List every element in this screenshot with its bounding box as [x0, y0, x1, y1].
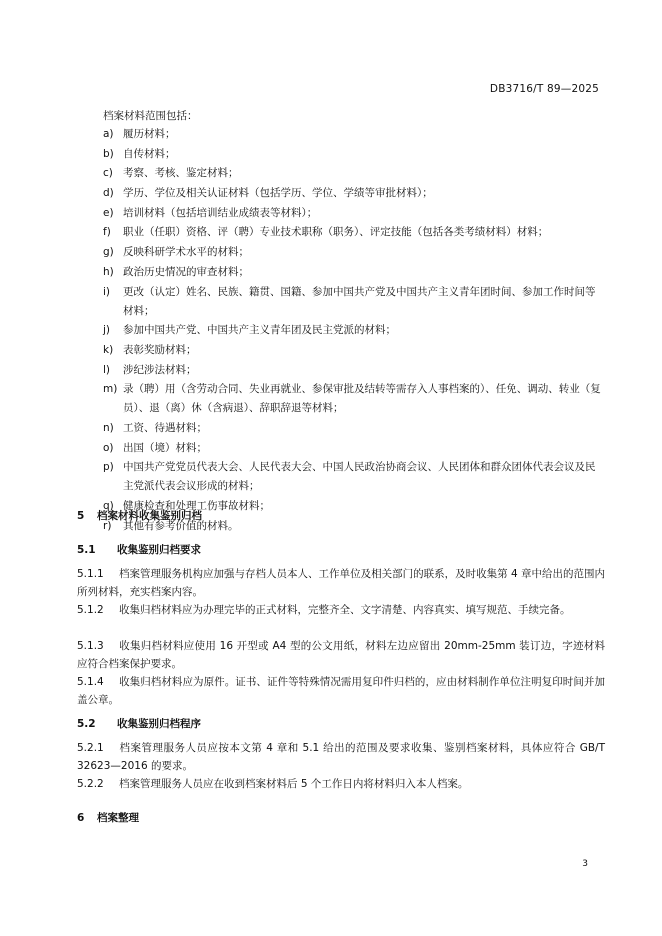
clause-number: 5.1.4 [77, 676, 104, 688]
section-5-heading [77, 508, 202, 523]
list-item-text: 学历、学位及相关认证材料（包括学历、学位、学绩等审批材料）； [123, 187, 433, 200]
list-item [83, 223, 603, 242]
subsection-number: 5.2 [77, 718, 96, 730]
subsection-5-1-heading [77, 542, 201, 557]
document-code: DB3716/T 89—2025 [489, 83, 599, 95]
list-item-marker: l) [103, 363, 111, 376]
clause-5-2-1 [77, 739, 605, 775]
list-item-text: 涉纪涉法材料； [123, 363, 197, 376]
subsection-5-2-heading [77, 716, 201, 731]
list-item-text: 其他有参考价值的材料。 [123, 519, 239, 532]
clause-5-1-2 [77, 601, 605, 619]
list-item [83, 145, 603, 164]
clause-text: 收集归档材料应使用 16 开型或 A4 型的公文用纸，材料左边应留出 20mm-25mm 装订边，字迹材料应符合档案保护要求。 [77, 640, 605, 670]
clause-text: 收集归档材料应为原件。证书、证件等特殊情况需用复印件归档的，应由材料制作单位注明复印时间并加盖公章。 [77, 676, 605, 706]
list-item-text: 考察、考核、鉴定材料； [123, 167, 239, 180]
clause-5-1-1 [77, 565, 605, 601]
list-item [83, 439, 603, 458]
section-number: 6 [77, 812, 85, 824]
clause-5-1-4 [77, 673, 605, 709]
list-item-marker: g) [103, 246, 114, 259]
list-item-text: 履历材料； [123, 128, 176, 140]
clause-number: 5.1.1 [77, 568, 104, 580]
subsection-title: 收集鉴别归档要求 [117, 544, 201, 556]
section-title: 档案整理 [97, 812, 139, 824]
list-item-marker: r) [103, 519, 112, 532]
list-item-marker: a) [103, 128, 114, 140]
list-item-marker: k) [103, 343, 114, 356]
clause-text: 档案管理服务人员应在收到档案材料后 5 个工作日内将材料归入本人档案。 [119, 778, 469, 790]
list-item-marker: m) [103, 383, 118, 396]
clause-number: 5.1.2 [77, 604, 104, 616]
list-item [83, 283, 603, 321]
list-item [83, 419, 603, 438]
list-item-text: 工资、待遇材料； [123, 421, 207, 434]
subsection-number: 5.1 [77, 544, 96, 556]
list-item-marker: b) [103, 147, 114, 160]
list-item [83, 125, 603, 144]
list-item-marker: j) [103, 324, 111, 337]
list-item [83, 243, 603, 262]
list-item-text: 更改（认定）姓名、民族、籍贯、国籍、参加中国共产党及中国共产主义青年团时间、参加工作时间等材料； [123, 285, 596, 317]
clause-text: 档案管理服务机构应加强与存档人员本人、工作单位及相关部门的联系，及时收集第 4 章中给出的范围内所列材料，充实档案内容。 [77, 568, 605, 598]
list-item-text: 职业（任职）资格、评（聘）专业技术职称（职务）、评定技能（包括各类考绩材料）材料； [123, 226, 549, 239]
clause-number: 5.2.1 [77, 742, 104, 754]
list-item [83, 458, 603, 496]
clause-text: 收集归档材料应为办理完毕的正式材料，完整齐全、文字清楚、内容真实、填写规范、手续完备。 [119, 604, 571, 616]
list-item-marker: n) [103, 421, 114, 434]
list-item [83, 164, 603, 183]
list-item-marker: h) [103, 265, 114, 278]
page-number: 3 [582, 859, 588, 869]
section-number: 5 [77, 510, 85, 522]
section-6-heading [77, 810, 139, 825]
list-item [83, 263, 603, 282]
list-item-text: 培训材料（包括培训结业成绩表等材料）； [123, 206, 318, 219]
list-item-marker: c) [103, 167, 113, 180]
subsection-title: 收集鉴别归档程序 [117, 718, 201, 730]
list-item-text: 反映科研学术水平的材料； [123, 246, 249, 259]
list-item [83, 184, 603, 203]
list-item-marker: d) [103, 187, 114, 200]
list-item-text: 健康检查和处理工伤事故材料； [123, 500, 270, 512]
section-title: 档案材料收集鉴别归档 [97, 510, 202, 522]
list-item-marker: f) [103, 226, 111, 239]
scope-list [83, 125, 603, 536]
list-item-marker: i) [103, 285, 111, 298]
list-item-text: 中国共产党党员代表大会、人民代表大会、中国人民政治协商会议、人民团体和群众团体代表会议及民主党派代表会议形成的材料； [123, 461, 596, 493]
list-item-marker: q) [103, 500, 114, 512]
list-item-text: 参加中国共产党、中国共产主义青年团及民主党派的材料； [123, 324, 396, 337]
list-item-marker: e) [103, 206, 114, 219]
scope-intro: 档案材料范围包括： [103, 110, 198, 122]
list-item-text: 出国（境）材料； [123, 441, 207, 454]
list-item [83, 204, 603, 223]
list-item [83, 341, 603, 360]
list-item [83, 380, 603, 418]
clause-5-2-2 [77, 775, 605, 793]
list-item-marker: o) [103, 441, 114, 454]
list-item-text: 表彰奖励材料； [123, 343, 197, 356]
list-item [83, 321, 603, 340]
list-item-text: 录（聘）用（含劳动合同、失业再就业、参保审批及结转等需存入人事档案的）、任免、调动、转业（复员）、退（离）休（含病退）、辞职辞退等材料； [123, 383, 601, 415]
clause-text: 档案管理服务人员应按本文第 4 章和 5.1 给出的范围及要求收集、鉴别档案材料，具体应符合 GB/T 32623—2016 的要求。 [77, 742, 605, 772]
clause-5-1-3 [77, 637, 605, 673]
list-item-marker: p) [103, 461, 114, 474]
list-item-text: 自传材料； [123, 147, 176, 160]
clause-number: 5.1.3 [77, 640, 104, 652]
clause-number: 5.2.2 [77, 778, 104, 790]
list-item [83, 361, 603, 380]
list-item-text: 政治历史情况的审查材料； [123, 265, 249, 278]
